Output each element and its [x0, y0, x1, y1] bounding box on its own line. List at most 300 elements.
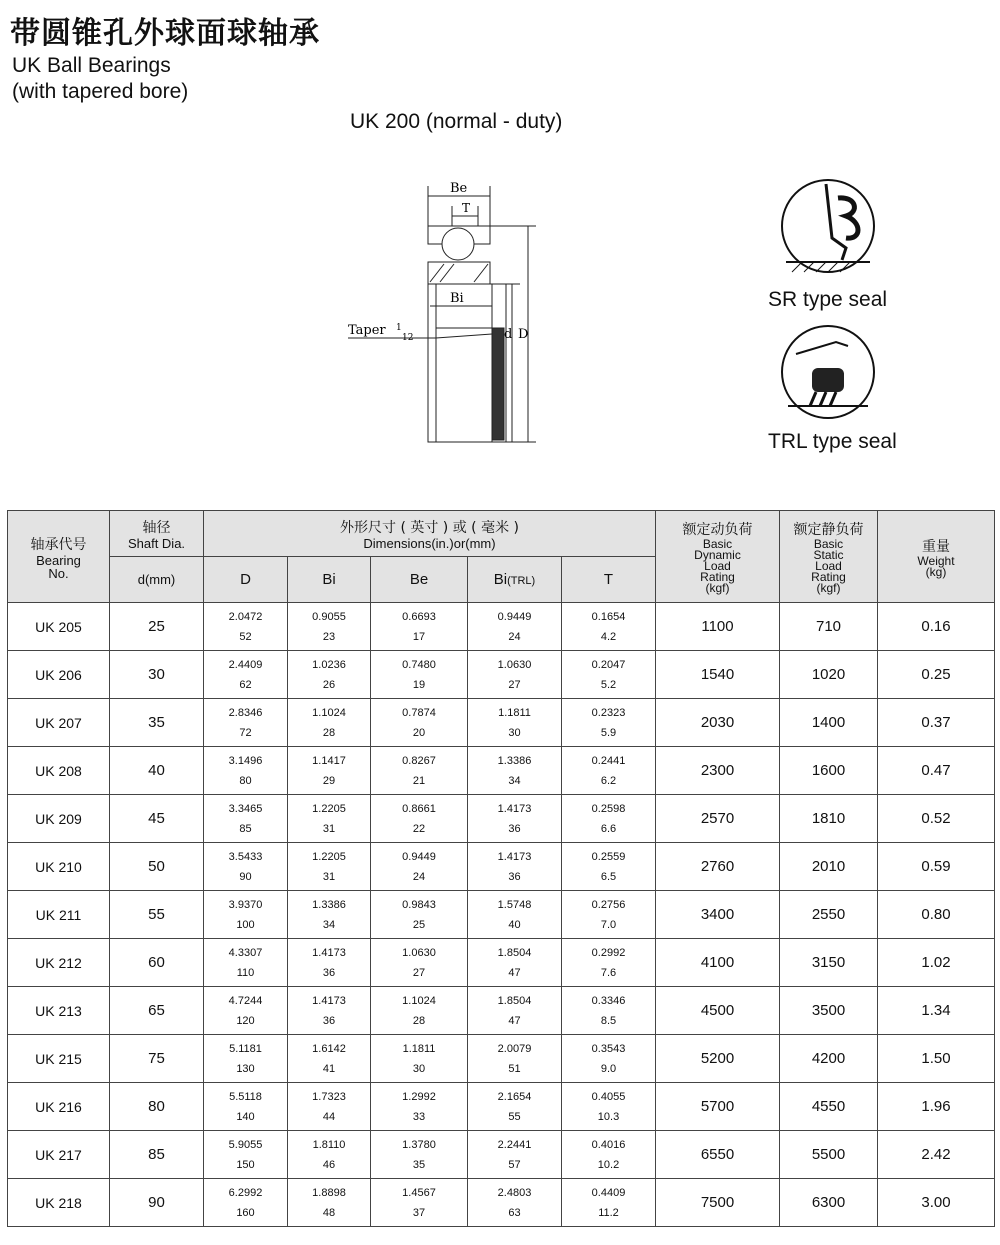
cell-sta: 4550	[780, 1083, 878, 1131]
value-mm: 140	[236, 1110, 255, 1123]
cell-dimension	[468, 1035, 562, 1083]
cell-wt: 0.52	[878, 795, 995, 843]
cell-dimension	[288, 891, 371, 939]
cell-dimension	[468, 1179, 562, 1227]
value-inch: 1.1024	[312, 706, 346, 719]
cell-no: UK 218	[8, 1179, 110, 1227]
cell-d: 25	[110, 603, 204, 651]
cell-sta: 6300	[780, 1179, 878, 1227]
col-weight: 重量 Weight (kg)	[878, 511, 995, 603]
value-inch: 5.5118	[229, 1090, 262, 1103]
value-inch: 2.1654	[497, 1090, 532, 1103]
col-D: D	[204, 557, 288, 603]
cell-dimension	[468, 603, 562, 651]
value-mm: 62	[239, 678, 252, 691]
value-inch: 0.3543	[591, 1042, 626, 1055]
cell-d: 30	[110, 651, 204, 699]
cell-dyn: 7500	[656, 1179, 780, 1227]
cell-wt: 1.02	[878, 939, 995, 987]
cell-wt: 0.47	[878, 747, 995, 795]
cell-dimension	[371, 891, 468, 939]
cell-dimension	[562, 651, 656, 699]
bearing-spec-table	[7, 510, 995, 1227]
value-inch: 1.3780	[402, 1138, 436, 1151]
page-subtitle-en: (with tapered bore)	[12, 80, 189, 103]
cell-dimension	[288, 747, 371, 795]
cell-dimension	[468, 939, 562, 987]
col-T: T	[562, 557, 656, 603]
cell-sta: 1400	[780, 699, 878, 747]
value-inch: 4.7244	[228, 994, 263, 1007]
cell-no: UK 217	[8, 1131, 110, 1179]
trl-seal-detail-icon	[776, 324, 880, 420]
cell-dyn: 2760	[656, 843, 780, 891]
value-inch: 0.3346	[591, 994, 626, 1007]
col-shaft: 轴径 Shaft Dia.	[110, 511, 204, 557]
cell-dimension	[371, 699, 468, 747]
value-inch: 3.1496	[228, 754, 263, 767]
table-row	[8, 795, 995, 843]
value-inch: 1.1417	[312, 754, 346, 767]
cell-no: UK 215	[8, 1035, 110, 1083]
cell-d: 40	[110, 747, 204, 795]
value-mm: 19	[412, 678, 426, 691]
cell-wt: 3.00	[878, 1179, 995, 1227]
value-mm: 24	[508, 630, 521, 643]
cell-dimension	[371, 1179, 468, 1227]
table-row	[8, 603, 995, 651]
cell-dimension	[562, 1083, 656, 1131]
cell-d: 90	[110, 1179, 204, 1227]
value-inch: 1.3386	[497, 754, 532, 767]
cell-dyn: 2030	[656, 699, 780, 747]
value-mm: 5.2	[600, 678, 617, 691]
value-mm: 9.0	[600, 1062, 617, 1075]
cell-no: UK 213	[8, 987, 110, 1035]
value-mm: 29	[322, 774, 336, 787]
cell-dimension	[562, 603, 656, 651]
cell-d: 45	[110, 795, 204, 843]
cell-dimension	[562, 987, 656, 1035]
value-inch: 0.6693	[402, 610, 436, 623]
table-row	[8, 1035, 995, 1083]
dim-t-label: T	[462, 201, 471, 215]
cell-dimension	[371, 1131, 468, 1179]
cell-dimension	[288, 1179, 371, 1227]
cell-dimension	[204, 891, 288, 939]
cell-dyn: 2570	[656, 795, 780, 843]
cell-dimension	[204, 1083, 288, 1131]
cell-wt: 1.34	[878, 987, 995, 1035]
value-mm: 47	[508, 1014, 521, 1027]
value-mm: 80	[239, 774, 252, 787]
col-static-load: 额定静负荷 Basic Static Load Rating (kgf)	[780, 511, 878, 603]
value-inch: 1.1811	[498, 706, 531, 719]
value-inch: 0.7480	[402, 658, 436, 671]
cell-dimension	[468, 747, 562, 795]
value-mm: 37	[412, 1206, 426, 1219]
cell-d: 80	[110, 1083, 204, 1131]
value-mm: 34	[508, 774, 521, 787]
value-mm: 55	[508, 1110, 521, 1123]
value-inch: 1.4173	[497, 850, 532, 863]
table-row	[8, 1179, 995, 1227]
cell-dimension	[204, 795, 288, 843]
value-mm: 35	[412, 1158, 426, 1171]
col-shaft-unit: d(mm)	[110, 557, 204, 603]
cell-no: UK 216	[8, 1083, 110, 1131]
value-mm: 21	[412, 774, 426, 787]
cell-d: 85	[110, 1131, 204, 1179]
cell-dimension	[371, 795, 468, 843]
cell-dyn: 5700	[656, 1083, 780, 1131]
value-mm: 30	[508, 726, 521, 739]
cell-sta: 4200	[780, 1035, 878, 1083]
value-mm: 17	[412, 630, 426, 643]
cell-dimension	[288, 651, 371, 699]
value-inch: 3.9370	[228, 898, 263, 911]
cell-dimension	[204, 699, 288, 747]
value-mm: 150	[236, 1158, 255, 1171]
value-inch: 0.4016	[591, 1138, 626, 1151]
cell-dyn: 3400	[656, 891, 780, 939]
dim-bi-label: Bi	[450, 291, 464, 306]
value-inch: 2.8346	[228, 706, 263, 719]
cell-dimension	[468, 1131, 562, 1179]
value-mm: 7.6	[600, 966, 617, 979]
cell-sta: 3500	[780, 987, 878, 1035]
value-inch: 0.8661	[402, 802, 436, 815]
value-mm: 63	[508, 1206, 521, 1219]
cell-dimension	[288, 795, 371, 843]
value-mm: 33	[412, 1110, 426, 1123]
cell-dimension	[468, 651, 562, 699]
cell-dimension	[468, 987, 562, 1035]
cell-dimension	[371, 843, 468, 891]
value-inch: 1.8898	[312, 1186, 346, 1199]
col-Bi-trl: Bi(TRL)	[468, 557, 562, 603]
cell-dimension	[562, 699, 656, 747]
col-dynamic-load: 额定动负荷 Basic Dynamic Load Rating (kgf)	[656, 511, 780, 603]
cell-d: 65	[110, 987, 204, 1035]
value-mm: 31	[322, 822, 336, 835]
value-mm: 5.9	[600, 726, 617, 739]
value-mm: 31	[322, 870, 336, 883]
value-inch: 0.4055	[591, 1090, 626, 1103]
value-mm: 26	[322, 678, 336, 691]
value-inch: 0.9055	[312, 610, 346, 623]
cell-dimension	[371, 747, 468, 795]
bearing-section-drawing	[340, 178, 550, 450]
value-mm: 20	[412, 726, 426, 739]
cell-wt: 0.59	[878, 843, 995, 891]
cell-wt: 1.50	[878, 1035, 995, 1083]
dim-D-label: D	[518, 327, 529, 342]
dim-d-label: d	[504, 327, 513, 342]
cell-dimension	[562, 747, 656, 795]
value-inch: 0.2441	[591, 754, 626, 767]
value-mm: 27	[412, 966, 426, 979]
value-inch: 1.4173	[312, 946, 346, 959]
cell-dyn: 6550	[656, 1131, 780, 1179]
value-inch: 1.6142	[312, 1042, 346, 1055]
value-inch: 6.2992	[228, 1186, 263, 1199]
value-mm: 27	[508, 678, 521, 691]
value-inch: 0.2992	[591, 946, 626, 959]
cell-no: UK 207	[8, 699, 110, 747]
value-mm: 100	[236, 918, 255, 931]
cell-dimension	[562, 891, 656, 939]
value-inch: 2.4409	[228, 658, 263, 671]
value-inch: 4.3307	[228, 946, 263, 959]
cell-wt: 1.96	[878, 1083, 995, 1131]
table-row	[8, 987, 995, 1035]
taper-ratio-den: 12	[402, 333, 414, 343]
value-inch: 0.4409	[591, 1186, 626, 1199]
cell-d: 50	[110, 843, 204, 891]
value-mm: 34	[322, 918, 336, 931]
cell-dimension	[468, 1083, 562, 1131]
value-inch: 0.9449	[402, 850, 436, 863]
value-mm: 36	[322, 1014, 336, 1027]
value-inch: 1.2205	[312, 802, 346, 815]
cell-dimension	[204, 603, 288, 651]
value-mm: 90	[239, 870, 252, 883]
value-mm: 4.2	[600, 630, 617, 643]
table-row	[8, 939, 995, 987]
cell-dimension	[562, 843, 656, 891]
value-mm: 120	[236, 1014, 255, 1027]
cell-dimension	[288, 603, 371, 651]
cell-dimension	[371, 651, 468, 699]
taper-ratio-num: 1	[396, 323, 402, 333]
cell-dimension	[371, 987, 468, 1035]
value-inch: 0.2047	[591, 658, 626, 671]
value-mm: 72	[239, 726, 252, 739]
cell-dimension	[204, 1131, 288, 1179]
table-row	[8, 699, 995, 747]
cell-no: UK 208	[8, 747, 110, 795]
value-mm: 41	[322, 1062, 336, 1075]
cell-dimension	[562, 1035, 656, 1083]
value-mm: 36	[508, 822, 521, 835]
cell-sta: 2010	[780, 843, 878, 891]
cell-dimension	[288, 843, 371, 891]
value-mm: 51	[508, 1062, 521, 1075]
dim-be-label: Be	[450, 181, 468, 196]
cell-dimension	[468, 699, 562, 747]
cell-dimension	[468, 843, 562, 891]
value-inch: 1.0630	[402, 946, 436, 959]
cell-dimension	[288, 1035, 371, 1083]
value-inch: 5.1181	[229, 1042, 262, 1055]
value-inch: 0.2323	[591, 706, 626, 719]
cell-d: 55	[110, 891, 204, 939]
cell-wt: 0.16	[878, 603, 995, 651]
cell-dyn: 1100	[656, 603, 780, 651]
cell-wt: 0.80	[878, 891, 995, 939]
value-inch: 1.4567	[402, 1186, 436, 1199]
value-inch: 2.4803	[497, 1186, 532, 1199]
cell-dimension	[204, 651, 288, 699]
table-row	[8, 891, 995, 939]
col-bearing-no: 轴承代号 Bearing No.	[8, 511, 110, 603]
value-inch: 1.1024	[402, 994, 436, 1007]
value-mm: 40	[508, 918, 521, 931]
value-inch: 0.2598	[591, 802, 626, 815]
table-row	[8, 747, 995, 795]
value-inch: 3.3465	[228, 802, 263, 815]
value-inch: 1.1811	[402, 1042, 436, 1055]
cell-dimension	[204, 939, 288, 987]
cell-dimension	[204, 747, 288, 795]
cell-dimension	[562, 1131, 656, 1179]
value-mm: 24	[412, 870, 426, 883]
sr-seal-detail-icon	[776, 178, 880, 274]
cell-d: 35	[110, 699, 204, 747]
value-inch: 3.5433	[228, 850, 263, 863]
cell-dimension	[468, 891, 562, 939]
value-inch: 0.9843	[402, 898, 436, 911]
value-mm: 22	[412, 822, 426, 835]
cell-dyn: 5200	[656, 1035, 780, 1083]
value-inch: 1.4173	[497, 802, 532, 815]
cell-dimension	[204, 1035, 288, 1083]
cell-sta: 5500	[780, 1131, 878, 1179]
cell-no: UK 212	[8, 939, 110, 987]
cell-sta: 1600	[780, 747, 878, 795]
value-inch: 0.9449	[497, 610, 532, 623]
value-mm: 7.0	[600, 918, 617, 931]
cell-wt: 0.37	[878, 699, 995, 747]
value-inch: 1.2205	[312, 850, 346, 863]
value-inch: 0.2559	[591, 850, 626, 863]
series-label: UK 200 (normal - duty)	[350, 110, 563, 133]
value-mm: 36	[322, 966, 336, 979]
value-mm: 11.2	[598, 1206, 619, 1219]
value-inch: 0.7874	[402, 706, 436, 719]
value-inch: 1.5748	[497, 898, 532, 911]
value-inch: 1.0236	[312, 658, 346, 671]
cell-sta: 3150	[780, 939, 878, 987]
cell-dyn: 2300	[656, 747, 780, 795]
cell-no: UK 209	[8, 795, 110, 843]
cell-sta: 710	[780, 603, 878, 651]
value-inch: 1.0630	[497, 658, 532, 671]
cell-dyn: 1540	[656, 651, 780, 699]
value-mm: 23	[322, 630, 336, 643]
col-dimensions: 外形尺寸 ( 英寸 ) 或 ( 毫米 ) Dimensions(in.)or(mm)	[204, 511, 656, 557]
value-mm: 36	[508, 870, 521, 883]
cell-wt: 0.25	[878, 651, 995, 699]
value-mm: 6.6	[600, 822, 617, 835]
cell-dimension	[371, 603, 468, 651]
cell-dimension	[288, 987, 371, 1035]
table-row	[8, 651, 995, 699]
cell-dimension	[371, 1083, 468, 1131]
cell-dimension	[204, 1179, 288, 1227]
col-Be: Be	[371, 557, 468, 603]
taper-label: Taper	[348, 323, 386, 338]
value-inch: 0.8267	[402, 754, 436, 767]
value-mm: 6.2	[600, 774, 617, 787]
cell-dimension	[371, 1035, 468, 1083]
value-inch: 2.0079	[497, 1042, 532, 1055]
value-inch: 1.8504	[497, 994, 532, 1007]
cell-no: UK 210	[8, 843, 110, 891]
cell-dimension	[288, 939, 371, 987]
value-mm: 160	[236, 1206, 255, 1219]
value-inch: 2.0472	[228, 610, 263, 623]
value-mm: 47	[508, 966, 521, 979]
value-inch: 1.3386	[312, 898, 346, 911]
cell-dimension	[288, 699, 371, 747]
value-inch: 0.1654	[591, 610, 626, 623]
cell-dimension	[204, 987, 288, 1035]
cell-sta: 2550	[780, 891, 878, 939]
value-inch: 1.7323	[312, 1090, 346, 1103]
col-Bi: Bi	[288, 557, 371, 603]
table-row	[8, 843, 995, 891]
value-mm: 85	[239, 822, 252, 835]
value-mm: 8.5	[600, 1014, 617, 1027]
value-mm: 28	[322, 726, 336, 739]
table-row	[8, 1131, 995, 1179]
value-mm: 10.2	[597, 1158, 620, 1171]
page-title-en: UK Ball Bearings	[12, 54, 171, 77]
sr-seal-label: SR type seal	[768, 288, 888, 311]
value-mm: 30	[412, 1062, 426, 1075]
cell-dimension	[288, 1131, 371, 1179]
cell-dimension	[468, 795, 562, 843]
cell-no: UK 206	[8, 651, 110, 699]
cell-d: 60	[110, 939, 204, 987]
value-mm: 25	[412, 918, 426, 931]
cell-dyn: 4100	[656, 939, 780, 987]
value-mm: 10.3	[597, 1110, 620, 1123]
value-inch: 5.9055	[228, 1138, 263, 1151]
value-inch: 2.2441	[497, 1138, 532, 1151]
cell-dimension	[562, 795, 656, 843]
cell-dimension	[562, 939, 656, 987]
cell-dimension	[371, 939, 468, 987]
cell-no: UK 205	[8, 603, 110, 651]
cell-sta: 1810	[780, 795, 878, 843]
value-inch: 1.4173	[312, 994, 346, 1007]
trl-seal-label: TRL type seal	[768, 430, 897, 453]
cell-sta: 1020	[780, 651, 878, 699]
value-mm: 46	[322, 1158, 336, 1171]
value-mm: 52	[239, 630, 252, 643]
value-mm: 57	[508, 1158, 521, 1171]
cell-dimension	[204, 843, 288, 891]
value-inch: 1.8110	[312, 1138, 346, 1151]
cell-no: UK 211	[8, 891, 110, 939]
value-mm: 6.5	[600, 870, 617, 883]
value-mm: 44	[322, 1110, 336, 1123]
cell-dimension	[562, 1179, 656, 1227]
cell-wt: 2.42	[878, 1131, 995, 1179]
value-mm: 28	[412, 1014, 426, 1027]
value-inch: 1.2992	[402, 1090, 436, 1103]
value-mm: 110	[236, 966, 255, 979]
value-inch: 0.2756	[591, 898, 626, 911]
value-inch: 1.8504	[497, 946, 532, 959]
value-mm: 48	[322, 1206, 336, 1219]
table-row	[8, 1083, 995, 1131]
cell-dimension	[288, 1083, 371, 1131]
page-title-cn: 带圆锥孔外球面球轴承	[10, 16, 320, 51]
